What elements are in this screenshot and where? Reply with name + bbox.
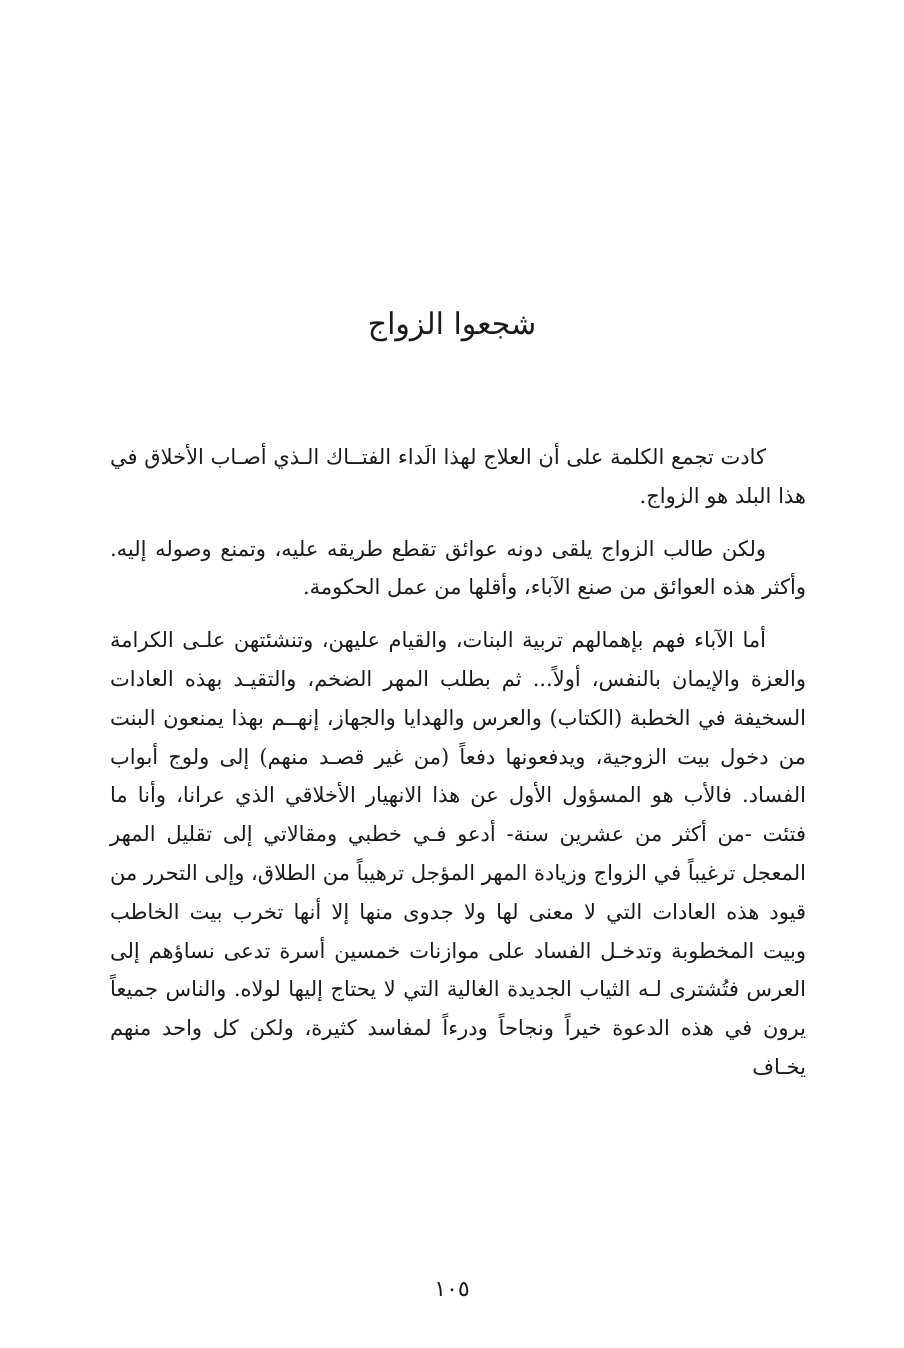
- paragraph: ولكن طالب الزواج يلقى دونه عوائق تقطع طريقه عليه، وتمنع وصوله إليه. وأكثر هذه العوائق من صنع الآباء، وأقلها من عمل الحكومة.: [110, 536, 806, 600]
- paragraph: أما الآباء فهم بإهمالهم تربية البنات، والقيام عليهن، وتنشئتهن علـى الكرامة والعزة والإيمان بالنفس، أولاً... ثم بطلب المهر الضخم، والتقيـد بهذه العادات السخيفة في الخطبة (الكتاب) والعرس والهدايا والجهاز، إنهــم بهذا يمنعون البنت من دخول بيت الزوجية، ويدفعونها دفعاً (من غير قصـد منهم) إلى ولوج أبواب الفساد. فالأب هو المسؤول الأول عن هذا الانهيار الأخلاقي الذي عرانا، وأنا ما فتئت -من أكثر من عشرين سنة- أدعو فـي خطبي ومقالاتي إلى تقليل المهر المعجل ترغيباً في الزواج وزيادة المهر المؤجل ترهيباً من الطلاق، وإلى التحرر من قيود هذه العادات التي لا معنى لها ولا جدوى منها إلا أنها تخرب بيت الخاطب وبيت المخطوبة وتدخـل الفساد على موازنات خمسين أسرة تدعى نساؤهم إلى العرس فتُشترى لـه الثياب الجديدة الغالية التي لا يحتاج إليها لولاه. والناس جميعاً يرون في هذه الدعوة خيراً ونجاحاً ودرءاً لمفاسد كثيرة، ولكن كل واحد منهم يخـاف: [110, 628, 806, 1079]
- page-number: ١٠٥: [434, 1277, 470, 1302]
- paragraph: كادت تجمع الكلمة على أن العلاج لهذا الَداء الفتــاك الـذي أصـاب الأخلاق في هذا البلد هو الزواج.: [110, 445, 806, 508]
- body-text: [110, 438, 806, 1101]
- chapter-title: شجعوا الزواج: [367, 307, 537, 342]
